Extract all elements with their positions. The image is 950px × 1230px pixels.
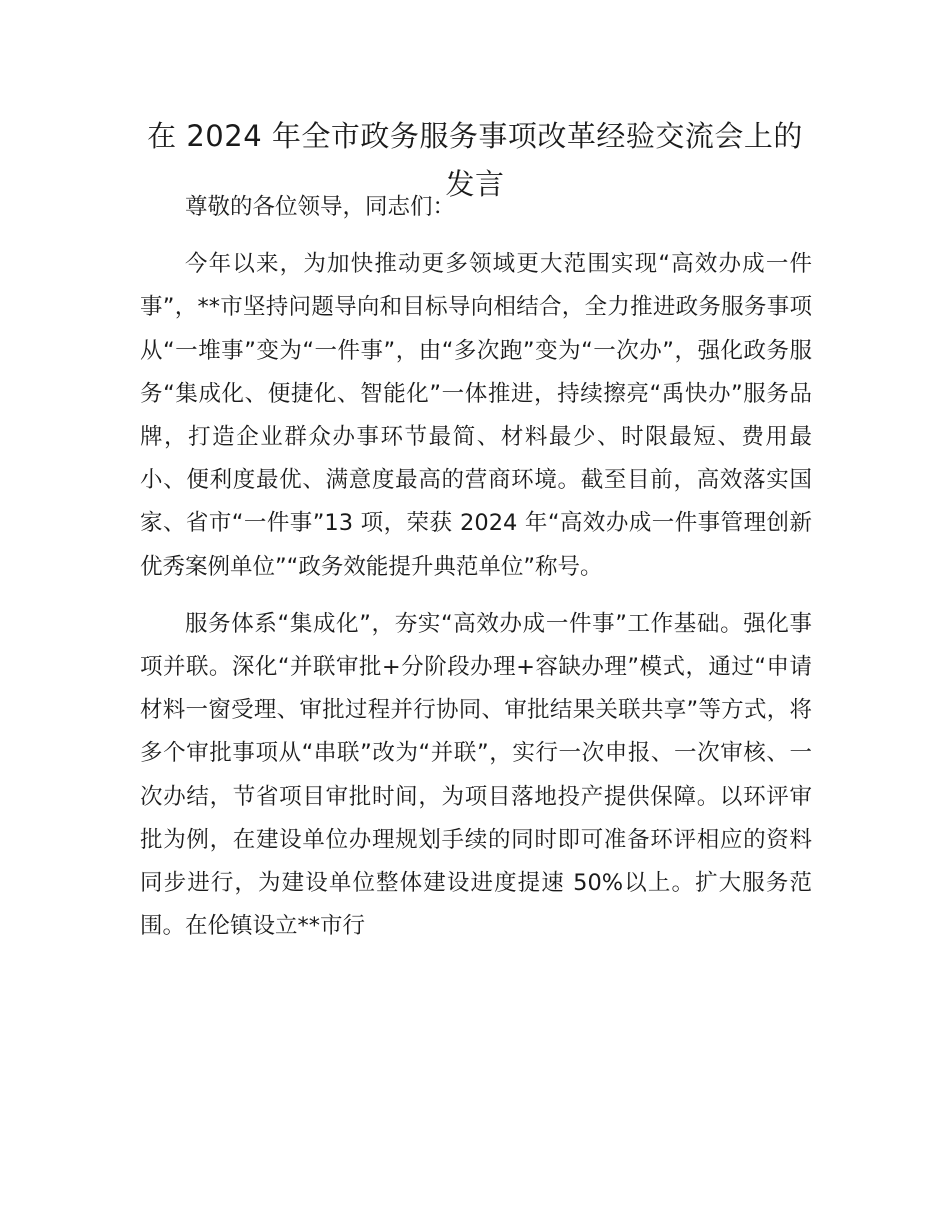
paragraph-1: 今年以来，为加快推动更多领域更大范围实现“高效办成一件事”，**市坚持问题导向和目标导向相结合，全力推进政务服务事项从“一堆事”变为“一件事”，由“多次跑”变为“一次办”，强化政务服务“集成化、便捷化、智能化”一体推进，持续擦亮“禹快办”服务品牌，打造企业群众办事环节最简、材料最少、时限最短、费用最小、便利度最优、满意度最高的营商环境。截至目前，高效落实国家、省市“一件事”13 项，荣获 2024 年“高效办成一件事管理创新优秀案例单位”“政务效能提升典范单位”称号。 <box>140 251 812 580</box>
greeting: 尊敬的各位领导，同志们： <box>185 194 456 220</box>
document-title: 在 2024 年全市政务服务事项改革经验交流会上的发言 <box>147 119 803 201</box>
paragraph-2: 服务体系“集成化”，夯实“高效办成一件事”工作基础。强化事项并联。深化“并联审批+分阶段办理+容缺办理”模式，通过“申请材料一窗受理、审批过程并行协同、审批结果关联共享”等方式，将多个审批事项从“串联”改为“并联”，实行一次申报、一次审核、一次办结，节省项目审批时间，为项目落地投产提供保障。以环评审批为例，在建设单位办理规划手续的同时即可准备环评相应的资料同步进行，为建设单位整体建设进度提速 50%以上。扩大服务范围。在伦镇设立**市行 <box>140 610 812 940</box>
document-body <box>140 186 812 962</box>
